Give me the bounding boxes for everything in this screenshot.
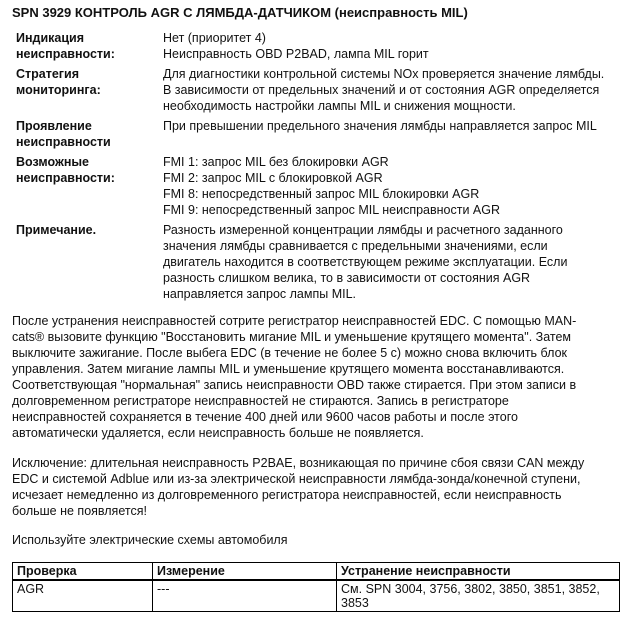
header-measurement: Измерение: [153, 563, 337, 581]
table-header-row: [13, 563, 620, 581]
info-label: Проявление неисправности: [16, 119, 111, 149]
info-value: Разность измеренной концентрации лямбды и расчетного заданного значения лямбды сравнивается с предельными значениями, если двигатель находится в соответствующем режиме эксплуатации. Если разность слишком велика, то в зависимости от состояния AGR направляется запрос лампы MIL.: [163, 223, 568, 301]
info-label: Стратегия мониторинга:: [16, 67, 101, 97]
info-row-indication: [12, 30, 620, 62]
info-label: Возможные неисправности:: [16, 155, 115, 185]
table-row: [13, 580, 620, 612]
cell-measurement: ---: [153, 580, 337, 612]
header-check: Проверка: [13, 563, 153, 581]
info-label: Индикация неисправности:: [16, 31, 115, 61]
cell-check: AGR: [13, 580, 153, 612]
cell-fix: См. SPN 3004, 3756, 3802, 3850, 3851, 3852, 3853: [337, 580, 620, 612]
header-fix: Устранение неисправности: [337, 563, 620, 581]
paragraph-exception: Исключение: длительная неисправность P2BAE, возникающая по причине сбоя связи CAN между EDC и системой Adblue или из-за электрической неисправности лямбда-зонда/конечной ступени, исчезает немедленно из долговременного регистратора неисправностей, если неисправность больше не появляется!: [12, 456, 585, 518]
check-table: [12, 562, 620, 612]
info-label: Примечание.: [16, 223, 97, 237]
paragraph-reset-instructions: После устранения неисправностей сотрите регистратор неисправностей EDC. С помощью MAN- cats® вызовите функцию "Восстановить мигание MIL и уменьшение крутящего момента". Затем выключите зажигание. После выбега EDC (в течение не более 5 с) можно снова включить блок управления. Затем мигание лампы MIL и уменьшение крутящего момента восстанавливаются. Соответствующая "нормальная" запись неисправности OBD также стирается. При этом записи в долговременном регистраторе неисправностей не стираются. Запись в регистраторе неисправностей сохраняется в течение 400 дней или 9600 часов работы и после этого автоматически удаляется, если неисправность больше не появляется.: [12, 314, 577, 440]
page-title: SPN 3929 КОНТРОЛЬ AGR С ЛЯМБДА-ДАТЧИКОМ (неисправность MIL): [12, 5, 468, 20]
info-value: При превышении предельного значения лямбды направляется запрос MIL: [163, 119, 597, 133]
info-row-strategy: [12, 66, 620, 114]
info-row-note: [12, 222, 620, 302]
info-value: FMI 1: запрос MIL без блокировки AGR FMI 2: запрос MIL с блокировкой AGR FMI 8: непосредственный запрос MIL блокировки AGR FMI 9: непосредственный запрос MIL неисправности AGR: [163, 155, 501, 217]
info-value: Для диагностики контрольной системы NOx проверяется значение лямбды. В зависимости от предельных значений и от состояния AGR определяется необходимость настройки лампы MIL и снижения мощности.: [163, 67, 605, 113]
paragraph-schematics-note: Используйте электрические схемы автомобиля: [12, 533, 288, 547]
info-row-manifestation: [12, 118, 620, 150]
info-block: [12, 30, 620, 306]
info-value: Нет (приоритет 4) Неисправность OBD P2BAD, лампа MIL горит: [163, 31, 429, 61]
info-row-possible-faults: [12, 154, 620, 218]
